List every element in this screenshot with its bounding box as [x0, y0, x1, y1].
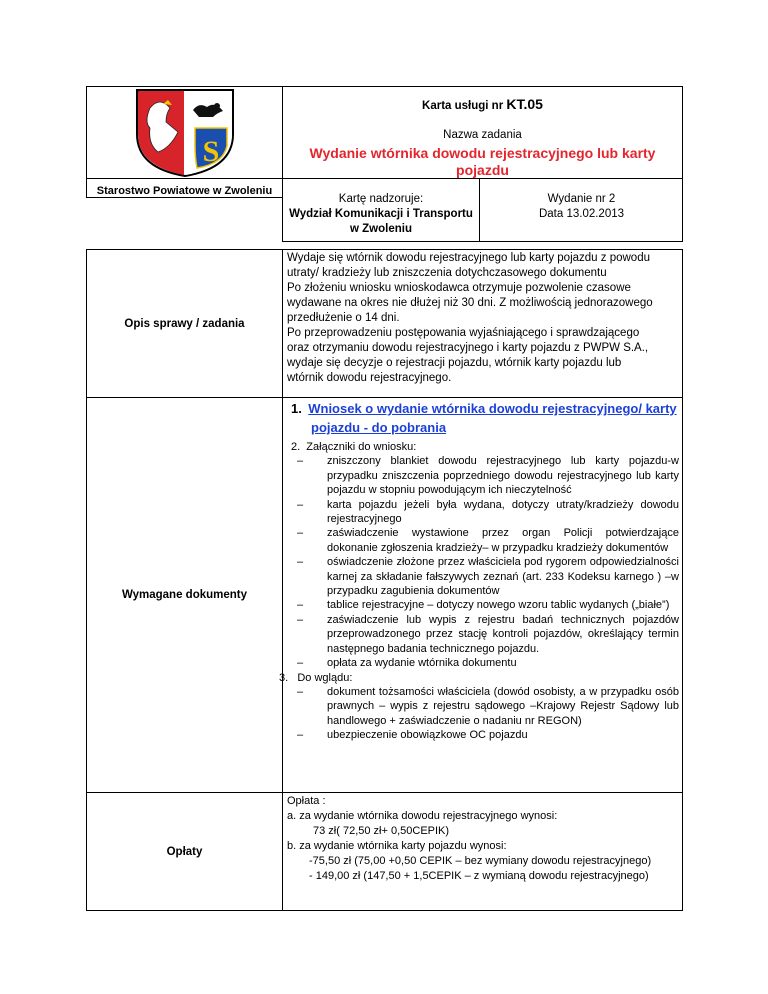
svg-text:S: S: [202, 135, 220, 168]
description-line: utraty/ kradzieży lub zniszczenia dotychczasowego dokumentu: [287, 267, 607, 279]
fee-line: -75,50 zł (75,00 +0,50 CEPIK – bez wymiany dowodu rejestracyjnego): [309, 855, 652, 867]
fee-line: a. za wydanie wtórnika dowodu rejestracyjnego wynosi:: [287, 810, 558, 822]
fee-line: b. za wydanie wtórnika karty pojazdu wynosi:: [287, 840, 507, 852]
application-link-block: 1. Wniosek o wydanie wtórnika dowodu rejestracyjnego/ karty pojazdu - do pobrania: [291, 401, 677, 435]
coat-of-arms-icon: [135, 88, 235, 178]
attachments-block: 2. Załączniki do wniosku: – zniszczony blankiet dowodu rejestracyjnego lub karty pojazdu-w przypadku zniszczenia poprzedniego dowodu rejestracyjnego lub karty pojazdu w stopniu powodującym ich nieczytelność – karta pojazdu jeżeli była wydana, dotyczy utraty/kradzieży dowodu rejestracyjnego – zaświadczenie wystawione przez organ Policji potwierdzające dokonanie zgłoszenia kradzieży– w przypadku kradzieży dokumentów – oświadczenie złożone przez właściciela pod rygorem odpowiedzialności karnej za składanie fałszywych zeznań (art. 233 Kodeksu karnego ) –w przypadku zagubienia dokumentów – tablice rejestracyjne – dotyczy nowego wzoru tablic wydanych („białe”) – zaświadczenie lub wypis z rejestru badań technicznych pojazdów przeprowadzonego przez stację kontroli pojazdów, określający termin następnego badania technicznego pojazdu. – opłata za wydanie wtórnika dokumentu 3. Do wglądu: – dokument tożsamości właściciela (dowód osobisty, a w przypadku osób prawnych – wypis z rejestru sądowego –Krajowy Rejestr Sądowy lub handlowego + zaświadczenie o nadaniu nr REGON) – ubezpieczenie obowiązkowe OC pojazdu: [279, 441, 679, 742]
attachment-item: – oświadczenie złożone przez właściciela pod rygorem odpowiedzialności karnej za składanie fałszywych zeznań (art. 233 Kodeksu karnego ) –w przypadku zagubienia dokumentów: [297, 556, 679, 598]
fees-text: [287, 794, 682, 884]
card-number: Karta usługi nr KT.05: [422, 96, 543, 112]
supervisor-dept: Wydział Komunikacji i Transportu: [289, 208, 473, 220]
supervisor-city: w Zwoleniu: [350, 223, 412, 235]
task-label: Nazwa zadania: [443, 129, 522, 141]
description-line: wydawane na okres nie dłużej niż 30 dni. Z możliwością jednorazowego: [287, 297, 653, 309]
description-line: Po złożeniu wniosku wnioskodawca otrzymuje pozwolenie czasowe: [287, 282, 631, 294]
office-name: Starostwo Powiatowe w Zwoleniu: [96, 185, 273, 197]
description-line: przedłużenie o 14 dni.: [287, 312, 400, 324]
application-form-link[interactable]: Wniosek o wydanie wtórnika dowodu rejestracyjnego/ karty: [308, 401, 677, 416]
description-line: wydaje się decyzje o rejestracji pojazdu, wtórnik karty pojazdu lub: [287, 357, 622, 369]
inspect-item: – ubezpieczenie obowiązkowe OC pojazdu: [297, 729, 528, 742]
attachment-item: – opłata za wydanie wtórnika dokumentu: [297, 657, 517, 670]
fees-label: Opłaty: [166, 845, 203, 858]
application-form-link-cont[interactable]: pojazdu - do pobrania: [311, 420, 447, 435]
attachment-item: – zniszczony blankiet dowodu rejestracyjnego lub karty pojazdu-w przypadku zniszczenia poprzedniego dowodu rejestracyjnego lub karty pojazdu w stopniu powodującym ich nieczytelność: [297, 455, 679, 497]
inspect-label: Do wglądu:: [297, 671, 353, 684]
description-line: Wydaje się wtórnik dowodu rejestracyjnego lub karty pojazdu z powodu: [287, 252, 650, 264]
inspect-item: – dokument tożsamości właściciela (dowód osobisty, a w przypadku osób prawnych – wypis z rejestru sądowego –Krajowy Rejestr Sądowy lub handlowego + zaświadczenie o nadaniu nr REGON): [297, 685, 679, 727]
task-name: Wydanie wtórnika dowodu rejestracyjnego lub karty pojazdu: [309, 145, 656, 178]
documents-label: Wymagane dokumenty: [121, 589, 248, 601]
description-line: Po przeprowadzeniu postępowania wyjaśniającego i sprawdzającego: [287, 327, 640, 339]
description-label: Opis sprawy / zadania: [124, 317, 245, 330]
supervisor-label: Kartę nadzoruje:: [338, 193, 424, 205]
attachment-item: – tablice rejestracyjne – dotyczy nowego wzoru tablic wydanych („białe”): [297, 599, 670, 612]
edition-date: Data 13.02.2013: [538, 208, 625, 220]
fee-line: Opłata :: [287, 795, 326, 807]
attachment-item: – zaświadczenie wystawione przez organ Policji potwierdzające dokonanie zgłoszenia kradzieży– w przypadku kradzieży dokumentów: [297, 527, 679, 554]
fee-line: - 149,00 zł (147,50 + 1,5CEPIK – z wymianą dowodu rejestracyjnego): [309, 870, 649, 882]
fee-line: 73 zł( 72,50 zł+ 0,50CEPIK): [313, 825, 450, 837]
edition: Wydanie nr 2: [547, 193, 616, 205]
description-line: oraz otrzymaniu dowodu rejestracyjnego i karty pojazdu z PWPW S.A.,: [287, 342, 649, 354]
attachment-item: – zaświadczenie lub wypis z rejestru badań technicznych pojazdów przeprowadzonego przez stację kontroli pojazdów, określający termin następnego badania technicznego pojazdu.: [297, 613, 679, 655]
description-line: wtórnik dowodu rejestracyjnego.: [287, 372, 452, 384]
attachment-item: – karta pojazdu jeżeli była wydana, dotyczy utraty/kradzieży dowodu rejestracyjnego: [297, 498, 679, 526]
attachments-label: Załączniki do wniosku:: [306, 441, 417, 453]
description-text: [287, 251, 682, 386]
